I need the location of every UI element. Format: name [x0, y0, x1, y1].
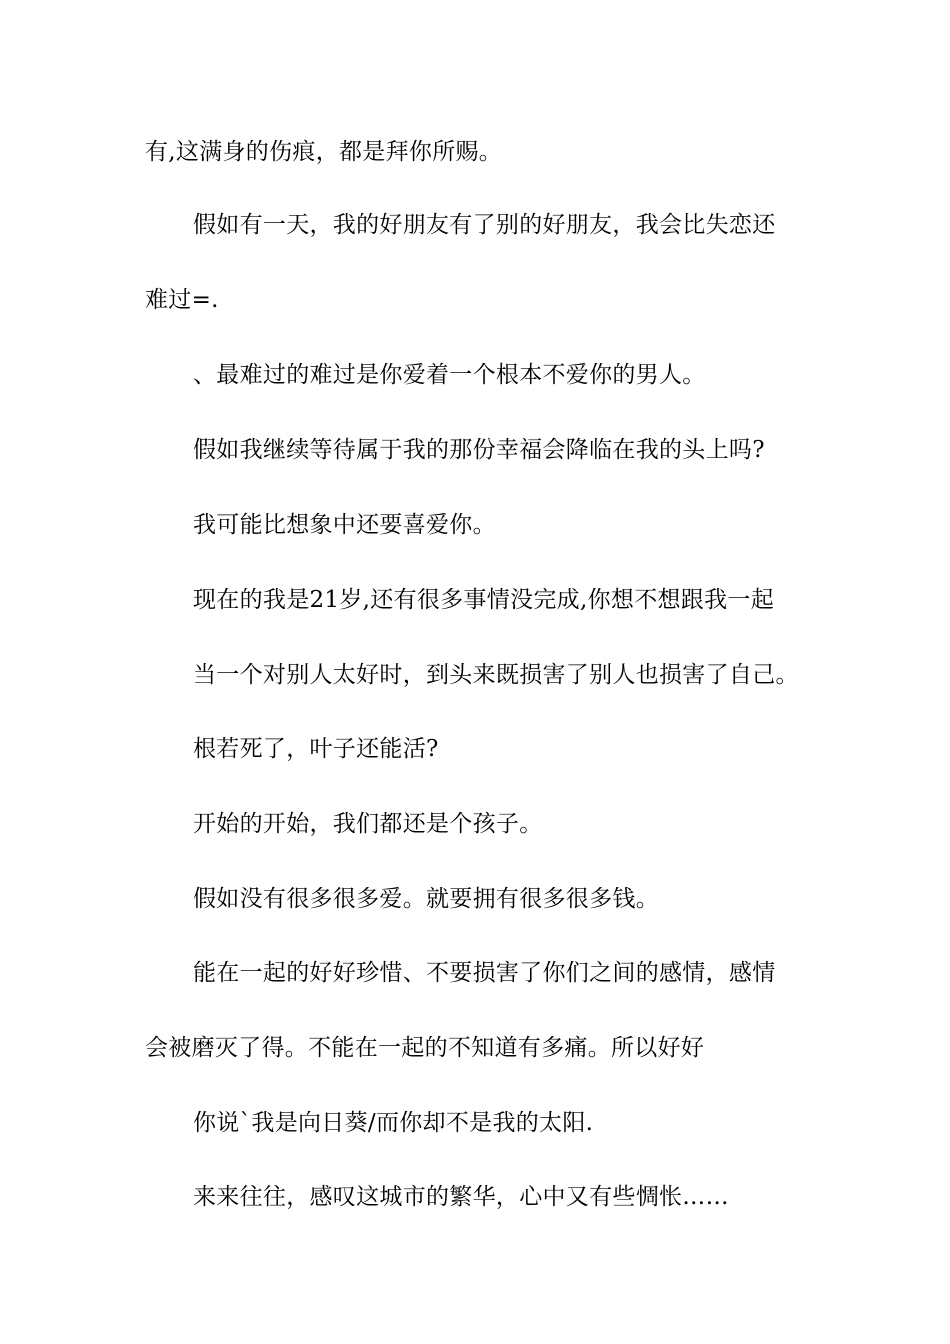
paragraph-start: 能在一起的好好珍惜、不要损害了你们之间的感情，感情 [193, 960, 776, 986]
paragraph-start: 来来往往，感叹这城市的繁华，心中又有些惆怅…… [193, 1184, 729, 1210]
text-line: 会被磨灭了得。不能在一起的不知道有多痛。所以好好 [145, 1035, 705, 1061]
paragraph-start: 现在的我是21岁,还有很多事情没完成,你想不想跟我一起 [193, 587, 774, 613]
paragraph-start: 当一个对别人太好时，到头来既损害了别人也损害了自己。 [193, 662, 799, 688]
paragraph-start: 我可能比想象中还要喜爱你。 [193, 512, 496, 538]
text-line: 有,这满身的伤痕，都是拜你所赐。 [145, 139, 503, 165]
paragraph-start: 开始的开始，我们都还是个孩子。 [193, 811, 543, 837]
text-line: 难过=. [145, 287, 219, 313]
paragraph-start: 你说`我是向日葵/而你却不是我的太阳. [193, 1110, 594, 1136]
paragraph-start: 假如我继续等待属于我的那份幸福会降临在我的头上吗? [193, 437, 765, 463]
paragraph-start: 、最难过的难过是你爱着一个根本不爱你的男人。 [193, 362, 706, 388]
paragraph-start: 假如没有很多很多爱。就要拥有很多很多钱。 [193, 886, 659, 912]
paragraph-start: 假如有一天，我的好朋友有了别的好朋友，我会比失恋还 [193, 212, 776, 238]
paragraph-start: 根若死了，叶子还能活? [193, 736, 439, 762]
